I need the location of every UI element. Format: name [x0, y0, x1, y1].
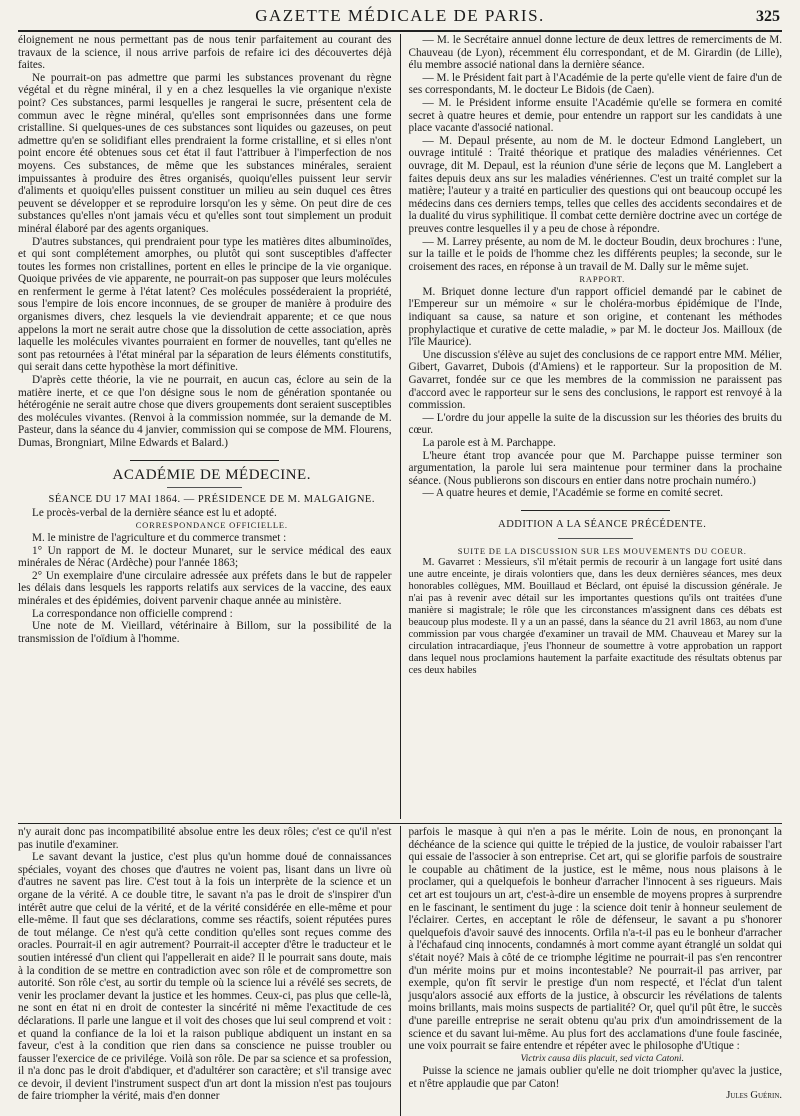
paragraph: La correspondance non officielle comprend : — [32, 607, 233, 620]
paragraph: — A quatre heures et demie, l'Académie se forme en comité secret. — [422, 487, 724, 500]
heading-rule — [167, 487, 242, 488]
paragraph: Ne pourrait-on pas admettre que parmi les substances provenant du règne végétal et du règne minéral, il y en a chez lesquelles la vie organique n'existe point? Ces substances, parmi lesquelles je rangerai le sucre, présentent cela de commun avec le règne minéral, qu'elles sont emprisonnées dans une forme cristalline. Si quelques-unes de ces substances sont liquides ou gazeuses, on peut admettre qu'en se solidifiant elles prendraient la forme cristalline, et si elles n'ont point encore été obtenues sous cet état il faut l'attribuer à l'imperfection de nos moyens. Ces substances, de même que les substances minérales, seraient impuissantes à produire des êtres organisés, quoiqu'elles puissent leur servir d'aliments et quoiqu'elles puissent constituer un milieu au sein duquel ces êtres peuvent se développer et se reproduire lorsqu'on les y sème. On peut dire de ces substances qu'elles n'ont jamais vécu et qu'elles sont tout simplement un produit minéral élaboré par des agents organiques. — [18, 71, 392, 235]
academy-heading: ACADÉMIE DE MÉDECINE. — [112, 466, 311, 483]
paragraph: 1° Un rapport de M. le docteur Munaret, sur le service médical des eaux minérales de Nérac (Ardèche) pour l'année 1863; — [18, 544, 392, 570]
paragraph: n'y aurait donc pas incompatibilité absolue entre les deux rôles; c'est ce qu'il n'est pas inutile d'examiner. — [18, 826, 392, 851]
page-number: 325 — [756, 8, 780, 25]
suite-heading: SUITE DE LA DISCUSSION SUR LES MOUVEMENTS DU COEUR. — [457, 545, 747, 556]
horizontal-divider — [18, 823, 782, 824]
section-divider — [521, 510, 670, 511]
bottom-right-column — [400, 826, 783, 1116]
paragraph: Une discussion s'élève au sujet des conclusions de ce rapport entre MM. Mélier, Gibert, Gavarret, Dubois (d'Amiens) et le rapporteur. Sur la proposition de M. Gavarret, fondée sur ce que les membres de la commission ne paraissent pas d'accord avec le rapporteur sur le sens des conclusions, le rapport est renvoyé à la commission. — [408, 348, 782, 412]
top-columns — [18, 34, 782, 819]
paragraph: parfois le masque à qui n'en a pas le mérite. Loin de nous, en prononçant la déchéance de la science qui quitte le trépied de la justice, de vouloir rabaisser l'art qui essaie de l'associer à son entreprise. Cet art, qui se glorifie parfois de soustraire le coupable au châtiment de la justice, est le même, nous nous plaisons à le proclamer, qui a quelquefois le bonheur d'arracher l'innocent à ses rigueurs. Mais cet art est toujours un art, c'est-à-dire un ensemble de moyens propres à surprendre en le fascinant, le sentiment du juge : la science doit tenir à honneur seulement de l'éclairer. Certes, en acceptant le rôle de défenseur, le savant a pu s'honorer quelquefois d'avoir sauvé des innocents. Orfila n'a-t-il pas eu le bonheur d'arracher à l'échafaud cinq innocents, condamnés à mort comme ayant étranglé un soldat qui s'était noyé? Mais à côté de ce triomphe légitime ne pourrait-il pas s'en rencontrer d'un mérite moins pur et moins incontestable? Ne pourrait-il pas arriver, par exemple, qu'on fît servir le prestige d'un nom respecté, et l'éclat d'un talent jusqu'alors associé aux efforts de la justice, à obscurcir les révélations de talents moins brillants, mais moins suspects de partialité? Or, quel qu'il pût être, le succès d'une pareille entreprise ne serait obtenu qu'au prix d'un amoindrissement de la science et du savant lui-même. Au plus fort des acclamations d'une foule fascinée, une voix pourrait se faire entendre et répéter avec le philosophe d'Utique : — [408, 826, 782, 1053]
latin-quote: Victrix causa diis placuit, sed victa Catoni. — [520, 1053, 684, 1064]
paragraph: 2° Un exemplaire d'une circulaire adressée aux préfets dans le but de rappeler les délais dans lesquels les rapports relatifs aux services de la vaccine, des eaux minérales et des épidémies, doivent parvenir chaque année au ministère. — [18, 569, 392, 607]
session-heading: SÉANCE DU 17 MAI 1864. — PRÉSIDENCE DE M. MALGAIGNE. — [48, 494, 375, 506]
paragraph: D'après cette théorie, la vie ne pourrait, en aucun cas, éclore au sein de la matière inerte, et ce que l'on désigne sous le nom de génération spontanée ou hétérogénie ne serait autre chose que divers groupements dont seraient susceptibles des molécules vivantes. (Renvoi à la commission nommée, sur la demande de M. Pasteur, dans la séance du 4 janvier, commission qui se compose de MM. Flourens, Dumas, Brongniart, Milne Edwards et Balard.) — [18, 374, 392, 449]
paragraph: D'autres substances, qui prendraient pour type les matières dites albuminoïdes, et qui sont complétement amorphes, ou plutôt qui sont susceptibles d'affecter toutes les formes non cristallines, portent en elles le principe de la vie organique. Quoique privées de vie apparente, ne pourrait-on pas supposer que leurs molécules en renferment le germe à l'état latent? Ces molécules posséderaient la propriété, sous l'empire de lois encore inconnues, de se grouper de manière à produire des organismes divers, chez lesquels la vie deviendrait apparente; et ce que nous appelons la mort ne serait autre chose que la dissolution de cette association, après laquelle les molécules vivantes pourraient en former de nouvelles, tant qu'elles ne sont pas retournées à l'état minéral par la séparation de leurs éléments constitutifs, qui serait dans cette hypothèse la mort définitive. — [18, 235, 392, 374]
top-left-column — [18, 34, 400, 819]
paragraph: éloignement ne nous permettant pas de nous tenir parfaitement au courant des travaux de la science, il nous arrive parfois de refaire ici des découvertes déjà faites. — [18, 34, 392, 72]
paragraph: Le procès-verbal de la dernière séance est lu et adopté. — [32, 506, 277, 519]
paragraph: — M. le Secrétaire annuel donne lecture de deux lettres de remerciments de M. Chauveau (de Lyon), récemment élu correspondant, et de M. Girardin (de Lille), élu membre associé national dans la dernière séance. — [408, 34, 782, 72]
rapport-heading: RAPPORT. — [579, 274, 626, 285]
journal-title: GAZETTE MÉDICALE DE PARIS. — [255, 6, 545, 25]
paragraph: L'heure étant trop avancée pour que M. Parchappe puisse terminer son argumentation, la parole lui sera maintenue pour terminer dans la prochaine séance. (Nous publierons son discours en entier dans notre prochain numéro.) — [408, 449, 782, 487]
paragraph: — M. le Président informe ensuite l'Académie qu'elle se formera en comité secret à quatre heures et demie, pour entendre un rapport sur les candidats à une place vacante d'associé national. — [408, 96, 782, 135]
paragraph: — M. Larrey présente, au nom de M. le docteur Boudin, deux brochures : l'une, sur la taille et le poids de l'homme chez les différents peuples; la seconde, sur le croisement des races, en réponse à un travail de M. Dally sur le même sujet. — [408, 235, 782, 273]
paragraph: M. Gavarret : Messieurs, s'il m'était permis de recourir à un langage fort usité dans une autre enceinte, je dirais volontiers que, dans les deux dernières séances, mes deux honorables collègues, MM. Bouillaud et Béclard, ont épuisé la discussion générale. Je n'ai pas à revenir avec détail sur les importantes questions qu'ils ont traitées d'une manière si magistrale; le rôle que les circonstances m'assignent dans ces débats est beaucoup plus modeste. Il y a un an passé, dans la séance du 21 avril 1863, au nom d'une commission par vous chargée d'examiner un travail de MM. Chauveau et Marey sur la circulation intracardiaque, j'eus l'honneur de soumettre à votre approbation un rapport dans lequel nous proclamions hautement la parfaite exactitude des résultats obtenus par ces deux habiles — [408, 557, 782, 677]
paragraph: Le savant devant la justice, c'est plus qu'un homme doué de connaissances spéciales, voyant des choses que d'autres ne voient pas, lisant dans un livre où d'autres ne savent pas lire. C'est tout à la fois un interprète de la science et un organe de la vérité. A ce double titre, le savant n'a pas le droit de s'inspirer d'un intérêt autre que celui de la vérité, et de la vérité considérée en elle-même et pour elle-même. Il faut que ses déclarations, comme ses réactifs, soient réputées pures de tout mélange. Ce n'est qu'à cette condition qu'elles sont reçues comme des oracles. Pourrait-il en agir autrement? Pourrait-il accepter d'être le traducteur et le soutien intéressé d'un client qui l'appellerait en aide? Il le pourrait sans doute, mais à la condition de se mettre en contradiction avec son rôle et de compromettre son autorité. Son rôle c'est, au sortir du temple où la science lui a révélé ses secrets, de venir les proclamer devant la justice et les hommes. Ceux-ci, pas plus que celle-là, ne sont en état ni en droit de contester la sincérité ni même l'exactitude de ces déclarations. Il parle une langue et il voit des choses que lui seul comprend et voit : et quand la confiance de la loi et la raison publique abdiquent un instant en sa faveur, c'est à la condition que rien dans sa conscience ne puisse troubler ou fausser l'exercice de ce privilége. Voilà son rôle. De par sa science et sa profession, il n'a donc pas le droit d'abdiquer, et d'adultérer son caractère; et s'il transige avec ce devoir, il devient l'instrument suspect d'un art dont la mission n'est pas toujours de faire triompher la vérité, mais d'en donner — [18, 851, 392, 1103]
paragraph: — L'ordre du jour appelle la suite de la discussion sur les théories des bruits du cœur. — [408, 411, 782, 437]
author-signature: Jules Guérin. — [726, 1090, 782, 1102]
paragraph: — M. le Président fait part à l'Académie de la perte qu'elle vient de faire d'un de ses correspondants, M. le docteur Le Bidois (de Caen). — [408, 71, 782, 97]
paragraph: M. Briquet donne lecture d'un rapport officiel demandé par le cabinet de l'Empereur sur un mémoire « sur le choléra-morbus épidémique de l'Inde, indiquant sa cause, sa nature et son origine, et contenant les méthodes prophylactique et curative de cette maladie, » par M. le docteur Jos. Mailloux (de l'île Maurice). — [408, 285, 782, 349]
page-header — [18, 0, 782, 32]
section-divider — [130, 460, 279, 461]
addition-heading: ADDITION A LA SÉANCE PRÉCÉDENTE. — [498, 518, 707, 530]
paragraph: La parole est à M. Parchappe. — [422, 437, 556, 449]
bottom-left-column — [18, 826, 400, 1116]
paragraph: — M. Depaul présente, au nom de M. le docteur Edmond Langlebert, un ouvrage intitulé : Traité théorique et pratique des maladies vénériennes. Cet ouvrage, dit M. Depaul, est la réunion d'une série de leçons que M. Langlebert a faites depuis deux ans sur les maladies vénériennes. C'est un traité complet sur la matière; l'auteur y a traité en particulier des questions qui ont beaucoup occupé les médecins dans ces derniers temps, telles que celles des accidents secondaires et de la dualité du virus syphilitique. Il combat cette dernière doctrine avec un cortége de preuves contre lesquelles il y a peu de chose à répondre. — [408, 134, 782, 235]
bottom-columns — [18, 826, 782, 1116]
correspondence-heading: CORRESPONDANCE OFFICIELLE. — [135, 520, 288, 531]
paragraph: Puisse la science ne jamais oublier qu'elle ne doit triompher qu'avec la justice, et n'être applaudie que par Caton! — [408, 1065, 782, 1090]
paragraph: M. le ministre de l'agriculture et du commerce transmet : — [32, 531, 287, 544]
heading-rule — [558, 538, 633, 539]
paragraph: Une note de M. Vieillard, vétérinaire à Billom, sur la possibilité de la transmission de l'oïdium à l'homme. — [18, 620, 392, 645]
top-right-column — [400, 34, 783, 819]
